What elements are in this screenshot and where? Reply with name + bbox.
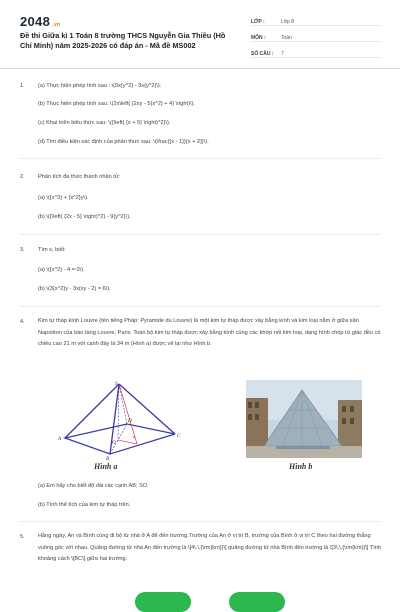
site-logo[interactable] — [20, 14, 60, 29]
question-1c: (c) Khai triển biểu thức sau: \({\left( {x + 5} \right)^2}\). — [38, 120, 171, 126]
page-title: Đề thi Giữa kì 1 Toán 8 trường THCS Nguyễn Gia Thiều (Hồ Chí Minh) năm 2025-2026 có đáp án - Mã đề MS002 — [20, 31, 226, 50]
meta-key: MÔN : — [251, 35, 266, 41]
page-header — [0, 0, 400, 66]
meta-value: Lớp 8 — [281, 19, 295, 25]
label-S: S — [115, 382, 118, 387]
question-4 — [20, 318, 384, 351]
question-stem: Kim tự tháp kính Louvre (tên tiếng Pháp: Pyramide du Louvre) là một kim tự tháp được xây bằng kính và kim loại nằm ở giữa sân Napoléon của bảo tàng Louvre, Paris. Toàn bộ kim tự tháp được xây bằng kính cùng các khớp nối kim loại, dạng hình chóp tứ giác đều có chiều cao 21 m với cạnh đáy là 34 m (Hình a) được vẽ lại như Hình b. — [38, 318, 381, 348]
figure-b-caption: Hình b — [289, 462, 313, 471]
question-stem: Phân tích đa thức thành nhân tử: — [38, 174, 121, 180]
label-C: C — [177, 434, 181, 439]
question-number: 3. — [20, 247, 25, 253]
question-number: 5. — [20, 534, 25, 540]
question-number: 4. — [20, 319, 25, 325]
question-2b: (b) \({\left( {2x - 5} \right)^2} - 9{y^2}\). — [38, 214, 131, 220]
pyramid-diagram — [55, 380, 185, 460]
question-3 — [20, 246, 384, 254]
label-D: D — [128, 419, 132, 424]
question-2 — [20, 173, 384, 181]
meta-value: 7 — [281, 51, 284, 57]
question-divider — [20, 234, 380, 235]
question-number: 2. — [20, 174, 25, 180]
question-divider — [20, 306, 380, 307]
louvre-photo — [246, 380, 362, 458]
question-1d: (d) Tìm điều kiện xác định của phân thức sau: \(\frac{{x - 1}}{x + 2}}\). — [38, 139, 209, 145]
question-3b: (b) \(3{x^2}y - 3x(xy - 2) = 6\). — [38, 286, 111, 292]
meta-key: LỚP : — [251, 19, 265, 25]
meta-row-count — [251, 46, 381, 58]
question-divider — [20, 521, 380, 522]
question-4a: (a) Em hãy cho biết độ dài các cạnh AB; SO. — [38, 483, 149, 489]
meta-row-class — [251, 14, 381, 26]
question-stem: Tìm x, biết: — [38, 247, 66, 253]
action-button[interactable] — [135, 592, 191, 612]
label-B: B — [106, 457, 110, 460]
meta-row-subject — [251, 30, 381, 42]
exam-meta — [251, 14, 381, 62]
figure-a-caption: Hình a — [94, 462, 118, 471]
question-4b: (b) Tính thể tích của kim tự tháp trên. — [38, 502, 131, 508]
header-divider — [0, 68, 400, 69]
meta-key: SỐ CÂU : — [251, 51, 274, 57]
question-5 — [20, 533, 384, 566]
question-number: 1. — [20, 83, 25, 89]
action-button[interactable] — [229, 592, 285, 612]
meta-value: Toán — [281, 35, 292, 41]
question-1b: (b) Thực hiện phép tính sau: \(2x\left( {2xy - 5{x^2} + 4} \right)\). — [38, 101, 195, 107]
label-a: a — [133, 434, 136, 439]
label-O: O — [112, 441, 116, 446]
logo-text: 2048 — [20, 14, 51, 29]
question-3a: (a) \({x^2} - 4 = 0\). — [38, 267, 85, 273]
logo-suffix: .vn — [52, 22, 61, 28]
question-stem: Hằng ngày, An và Bình cùng đi bộ từ nhà ở A để đến trường.Trường của An ở vị trí B, trường của Bình ở vị trí C theo hai đường thẳng vuông góc với nhau. Quãng đường từ nhà An đến trường là \[4\,\,{\rm{km}}\] quãng đường từ nhà Bình đến trường là \[3\,\,{\rm{km}}\] Tính khoảng cách \[BC\] giữa hai trường. — [38, 533, 381, 563]
question-divider — [20, 158, 380, 159]
label-A: A — [58, 437, 62, 442]
question-1a: (a) Thực hiện phép tính sau : \(9x{y^2} - 3x{y^2}\). — [38, 83, 162, 89]
question-2a: (a) \({x^3} + {x^2}y\). — [38, 195, 89, 201]
